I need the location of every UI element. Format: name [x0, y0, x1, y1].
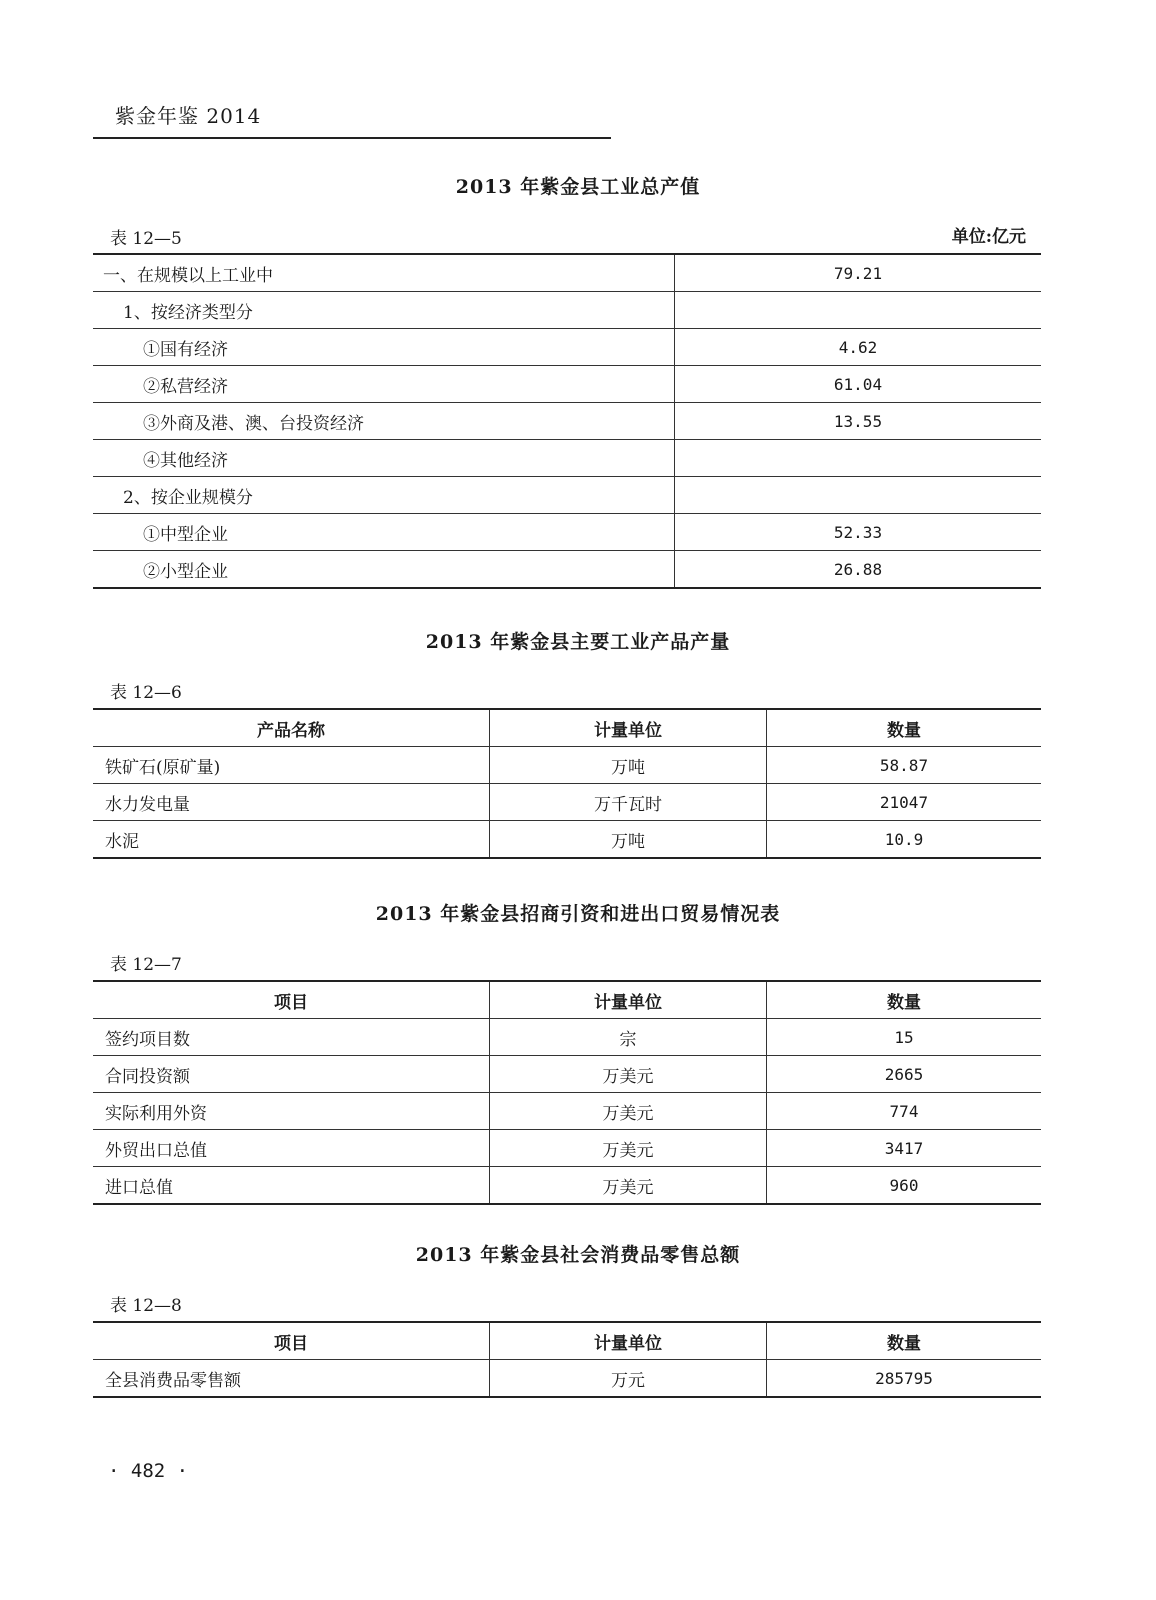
table-12-5	[93, 253, 1041, 589]
cell-item: 进口总值	[105, 1177, 173, 1198]
cell-unit: 万美元	[490, 1056, 767, 1093]
row-value: 79.21	[675, 254, 1042, 292]
column-header: 项目	[274, 1333, 308, 1354]
table-12-5-unit: 单位:亿元	[951, 227, 1026, 247]
row-value	[675, 292, 1042, 329]
table-row	[93, 821, 1041, 859]
row-value: 61.04	[675, 366, 1042, 403]
table-header-row	[93, 981, 1041, 1019]
table-12-6	[93, 708, 1041, 859]
cell-quantity: 774	[767, 1093, 1042, 1130]
table-row	[93, 1167, 1041, 1205]
row-label: ①中型企业	[143, 524, 228, 545]
cell-quantity: 21047	[767, 784, 1042, 821]
row-value: 4.62	[675, 329, 1042, 366]
row-value: 26.88	[675, 551, 1042, 589]
cell-name: 水力发电量	[105, 794, 190, 815]
cell-item: 签约项目数	[105, 1029, 190, 1050]
table-row	[93, 440, 1041, 477]
column-header: 项目	[274, 992, 308, 1013]
table-row	[93, 514, 1041, 551]
cell-name: 水泥	[105, 831, 139, 852]
table-row	[93, 1093, 1041, 1130]
row-value: 13.55	[675, 403, 1042, 440]
column-header: 计量单位	[490, 981, 767, 1019]
table-12-7-title: 2013 年紫金县招商引资和进出口贸易情况表	[375, 903, 781, 925]
cell-quantity: 285795	[767, 1360, 1042, 1398]
table-row	[93, 403, 1041, 440]
table-12-8-number: 表 12—8	[110, 1296, 182, 1316]
cell-item: 合同投资额	[105, 1066, 190, 1087]
table-header-row	[93, 1322, 1041, 1360]
cell-quantity: 2665	[767, 1056, 1042, 1093]
running-head: 紫金年鉴 2014	[115, 104, 262, 128]
row-label: 2、按企业规模分	[123, 487, 253, 508]
row-label: ④其他经济	[143, 450, 228, 471]
table-row	[93, 1130, 1041, 1167]
table-row	[93, 551, 1041, 589]
table-row	[93, 366, 1041, 403]
row-label: 一、在规模以上工业中	[103, 265, 273, 286]
cell-quantity: 15	[767, 1019, 1042, 1056]
row-label: ①国有经济	[143, 339, 228, 360]
row-value	[675, 440, 1042, 477]
table-12-5-title: 2013 年紫金县工业总产值	[455, 176, 701, 198]
cell-item: 全县消费品零售额	[105, 1370, 241, 1391]
column-header: 计量单位	[490, 1322, 767, 1360]
table-row	[93, 292, 1041, 329]
cell-item: 实际利用外资	[105, 1103, 207, 1124]
row-label: ②私营经济	[143, 376, 228, 397]
cell-unit: 万吨	[490, 747, 767, 784]
table-row	[93, 784, 1041, 821]
table-row	[93, 477, 1041, 514]
cell-unit: 万元	[490, 1360, 767, 1398]
cell-unit: 宗	[490, 1019, 767, 1056]
table-row	[93, 1056, 1041, 1093]
row-value: 52.33	[675, 514, 1042, 551]
column-header: 产品名称	[257, 720, 325, 741]
cell-item: 外贸出口总值	[105, 1140, 207, 1161]
row-label: ③外商及港、澳、台投资经济	[143, 413, 364, 434]
table-12-8-title: 2013 年紫金县社会消费品零售总额	[415, 1244, 741, 1266]
cell-unit: 万千瓦时	[490, 784, 767, 821]
row-label: ②小型企业	[143, 561, 228, 582]
cell-unit: 万美元	[490, 1130, 767, 1167]
column-header: 数量	[767, 981, 1042, 1019]
header-rule	[93, 137, 611, 139]
column-header: 数量	[767, 1322, 1042, 1360]
cell-quantity: 10.9	[767, 821, 1042, 859]
cell-unit: 万吨	[490, 821, 767, 859]
table-header-row	[93, 709, 1041, 747]
column-header: 数量	[767, 709, 1042, 747]
cell-name: 铁矿石(原矿量)	[105, 757, 221, 778]
table-12-5-number: 表 12—5	[110, 229, 182, 249]
table-row	[93, 1019, 1041, 1056]
table-row	[93, 254, 1041, 292]
table-row	[93, 747, 1041, 784]
cell-quantity: 58.87	[767, 747, 1042, 784]
cell-unit: 万美元	[490, 1167, 767, 1205]
table-12-6-number: 表 12—6	[110, 683, 182, 703]
row-value	[675, 477, 1042, 514]
column-header: 计量单位	[490, 709, 767, 747]
page-number: · 482 ·	[108, 1460, 189, 1482]
table-12-6-title: 2013 年紫金县主要工业产品产量	[425, 631, 731, 653]
table-row	[93, 329, 1041, 366]
table-row	[93, 1360, 1041, 1398]
row-label: 1、按经济类型分	[123, 302, 253, 323]
cell-unit: 万美元	[490, 1093, 767, 1130]
table-12-7-number: 表 12—7	[110, 955, 182, 975]
cell-quantity: 960	[767, 1167, 1042, 1205]
cell-quantity: 3417	[767, 1130, 1042, 1167]
table-12-8	[93, 1321, 1041, 1398]
table-12-7	[93, 980, 1041, 1205]
